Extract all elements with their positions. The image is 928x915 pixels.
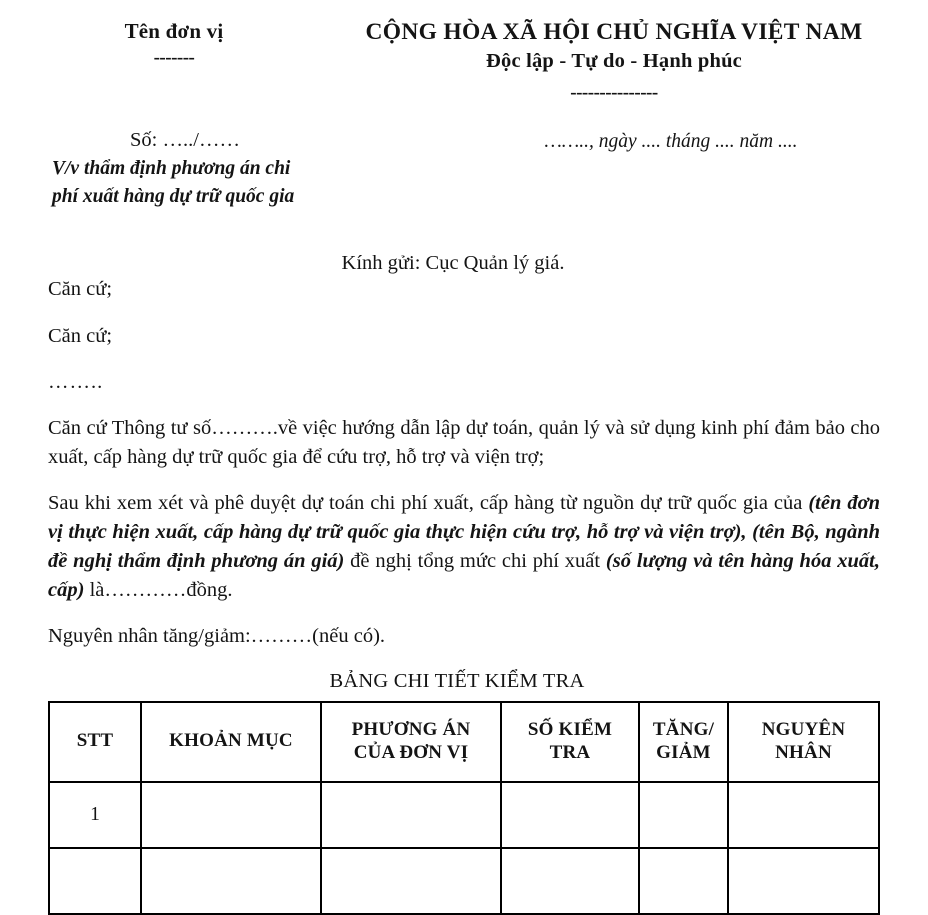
review-part-3: là…………đồng. [84, 579, 233, 602]
column-header-nguyen-nhan-line1: NGUYÊN [761, 718, 846, 740]
national-title: CỘNG HÒA XÃ HỘI CHỦ NGHĨA VIỆT NAM [365, 19, 863, 45]
column-header-so-kiem-tra-line2: TRA [549, 741, 591, 763]
document-subject-line-2: phí xuất hàng dự trữ quốc gia [52, 185, 295, 207]
header-right-block [330, 18, 928, 109]
column-header-so-kiem-tra-line1: SỐ KIỂM [527, 718, 613, 740]
review-italic-1: (tên đơn vị thực hiện xuất, cấp hàng dự trữ quốc gia thực hiện cứu trợ, hỗ trợ và viện trợ), (tên Bộ, ngành đề nghị thẩm định phương án giá) [48, 491, 880, 573]
basis-line-1: Căn cứ; [48, 278, 113, 301]
column-header-so-kiem-tra [501, 702, 639, 782]
document-header [0, 0, 928, 109]
basis-circular-paragraph: Căn cứ Thông tư số……….về việc hướng dẫn lập dự toán, quản lý và sử dụng kinh phí đảm bảo cho xuất, cấp hàng dự trữ quốc gia để cứu trợ, hỗ trợ và viện trợ; [48, 416, 880, 468]
unit-name-rule: ------- [153, 47, 195, 69]
cell-phuong-an[interactable] [321, 848, 501, 914]
review-part-1: Sau khi xem xét và phê duyệt dự toán chi phí xuất, cấp hàng từ nguồn dự trữ quốc gia của [48, 491, 809, 514]
table-row [49, 848, 879, 914]
column-header-phuong-an-line1: PHƯƠNG ÁN [351, 718, 471, 740]
cell-khoan-muc[interactable] [141, 782, 321, 848]
detail-table-head [49, 702, 879, 782]
cell-so-kiem-tra[interactable] [501, 848, 639, 914]
document-date: …….., ngày .... tháng .... năm .... [544, 131, 798, 153]
cell-nguyen-nhan[interactable] [728, 848, 879, 914]
meta-left-block [0, 127, 420, 210]
detail-table [48, 701, 880, 915]
meta-right-block [420, 127, 928, 153]
column-header-stt [49, 702, 141, 782]
table-header-row [49, 702, 879, 782]
column-header-khoan-muc-line1: KHOẢN MỤC [169, 730, 293, 752]
reason-line: Nguyên nhân tăng/giảm:………(nếu có). [48, 625, 386, 648]
unit-name: Tên đơn vị [124, 19, 224, 43]
column-header-phuong-an [321, 702, 501, 782]
basis-line-2: Căn cứ; [48, 324, 113, 347]
column-header-stt-line1: STT [76, 730, 114, 752]
document-body [0, 275, 928, 651]
cell-phuong-an[interactable] [321, 782, 501, 848]
document-number: Số: …../…… [130, 129, 240, 152]
cell-nguyen-nhan[interactable] [728, 782, 879, 848]
column-header-khoan-muc [141, 702, 321, 782]
review-part-2: đề nghị tổng mức chi phí xuất [344, 550, 606, 573]
column-header-tang-giam-line1: TĂNG/ [652, 718, 715, 740]
column-header-tang-giam-line2: GIẢM [656, 741, 711, 763]
column-header-tang-giam [639, 702, 728, 782]
column-header-phuong-an-line2: CỦA ĐƠN VỊ [353, 741, 469, 763]
table-title: BẢNG CHI TIẾT KIỂM TRA [329, 669, 585, 692]
cell-khoan-muc[interactable] [141, 848, 321, 914]
column-header-nguyen-nhan-line2: NHÂN [775, 741, 832, 763]
cell-tang-giam[interactable] [639, 782, 728, 848]
review-italic-2: (số lượng và tên hàng hóa xuất, cấp) [48, 550, 880, 602]
basis-ellipsis: …….. [48, 370, 104, 393]
cell-so-kiem-tra[interactable] [501, 782, 639, 848]
document-meta-row [0, 127, 928, 210]
cell-stt[interactable] [49, 848, 141, 914]
review-paragraph [48, 489, 880, 605]
detail-table-body [49, 782, 879, 914]
column-header-nguyen-nhan [728, 702, 879, 782]
header-left-block [0, 18, 330, 72]
national-motto: Độc lập - Tự do - Hạnh phúc [486, 50, 742, 73]
detail-table-wrapper [0, 701, 928, 915]
document-subject-line-1: V/v thẩm định phương án chi [52, 158, 291, 180]
cell-tang-giam[interactable] [639, 848, 728, 914]
national-title-rule: --------------- [570, 82, 658, 104]
table-row [49, 782, 879, 848]
cell-stt[interactable]: 1 [49, 782, 141, 848]
recipient-line: Kính gửi: Cục Quản lý giá. [341, 252, 565, 275]
